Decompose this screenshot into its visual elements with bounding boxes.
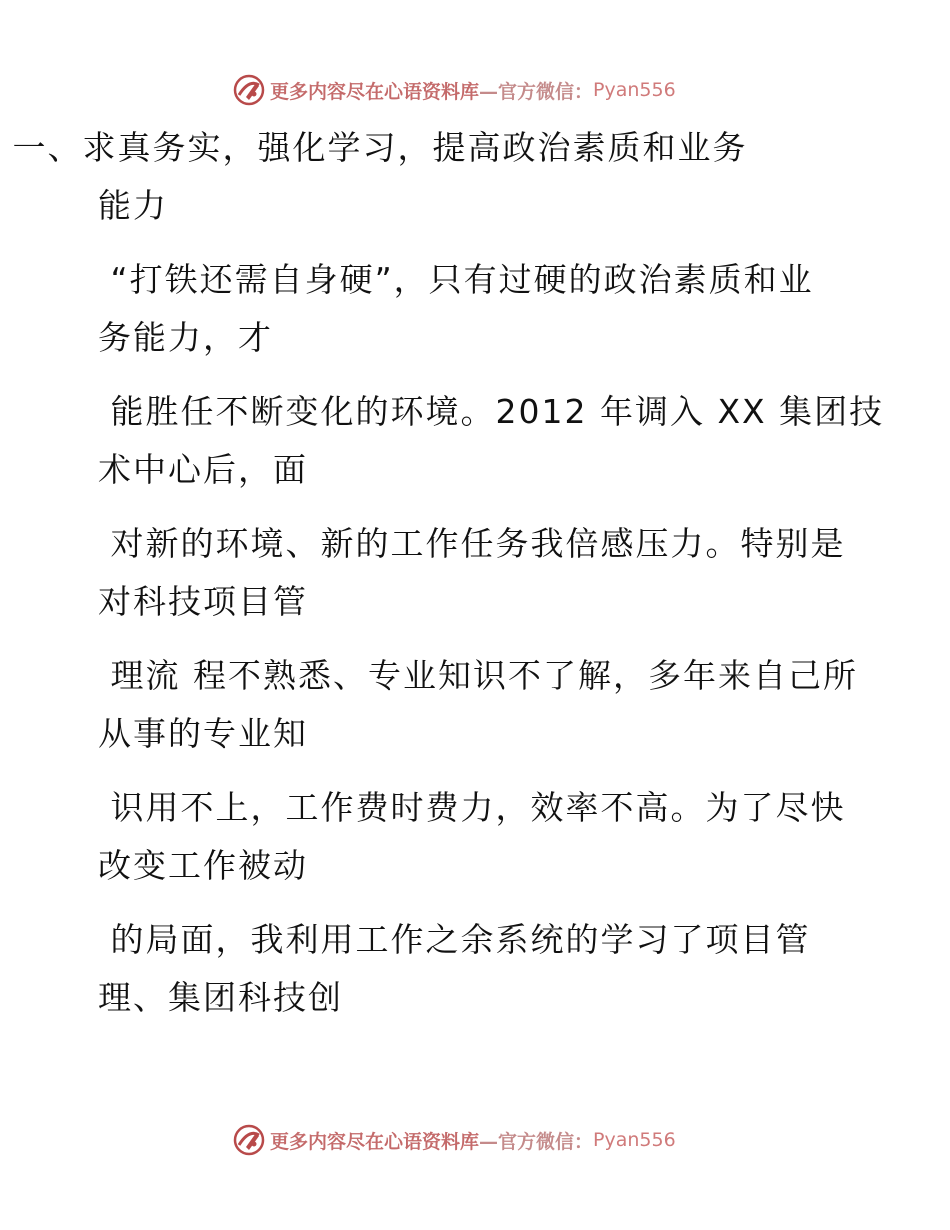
paragraph-1-line-2: 能力 bbox=[98, 186, 168, 225]
paragraph-4-line-2: 对科技项目管 bbox=[98, 582, 308, 621]
paragraph-2-line-2: 务能力，才 bbox=[98, 318, 273, 357]
paragraph-4-line-1: 对新的环境、新的工作任务我倍感压力。特别是 bbox=[98, 524, 846, 563]
paragraph-5-line-1: 理流 程不熟悉、专业知识不了解，多年来自己所 bbox=[98, 656, 858, 695]
watermark-separator: —官方微信： bbox=[479, 1130, 594, 1153]
header-watermark bbox=[232, 70, 676, 110]
paragraph-1-line-1: 一、求真务实，强化学习，提高政治素质和业务 bbox=[0, 128, 748, 167]
watermark-separator: —官方微信： bbox=[479, 80, 594, 103]
paragraph-7-line-1: 的局面，我利用工作之余系统的学习了项目管 bbox=[98, 920, 811, 959]
paragraph-3-line-2: 术中心后，面 bbox=[98, 450, 308, 489]
footer-watermark bbox=[232, 1120, 676, 1160]
paragraph-2-line-1: “打铁还需自身硬”，只有过硬的政治素质和业 bbox=[98, 260, 814, 299]
watermark-text: 更多内容尽在心语资料库 bbox=[270, 80, 480, 103]
paragraph-3-line-1: 能胜任不断变化的环境。2012 年调入 XX 集团技 bbox=[98, 392, 885, 431]
paragraph-7-line-2: 理、集团科技创 bbox=[98, 978, 343, 1017]
paragraph-6-line-1: 识用不上，工作费时费力，效率不高。为了尽快 bbox=[98, 788, 846, 827]
watermark-account: Pyan556 bbox=[593, 1129, 676, 1151]
paragraph-6-line-2: 改变工作被动 bbox=[98, 846, 308, 885]
pen-seal-logo-icon bbox=[232, 1123, 266, 1157]
pen-seal-logo-icon bbox=[232, 73, 266, 107]
watermark-text: 更多内容尽在心语资料库 bbox=[270, 1130, 480, 1153]
watermark-account: Pyan556 bbox=[593, 79, 676, 101]
paragraph-5-line-2: 从事的专业知 bbox=[98, 714, 308, 753]
